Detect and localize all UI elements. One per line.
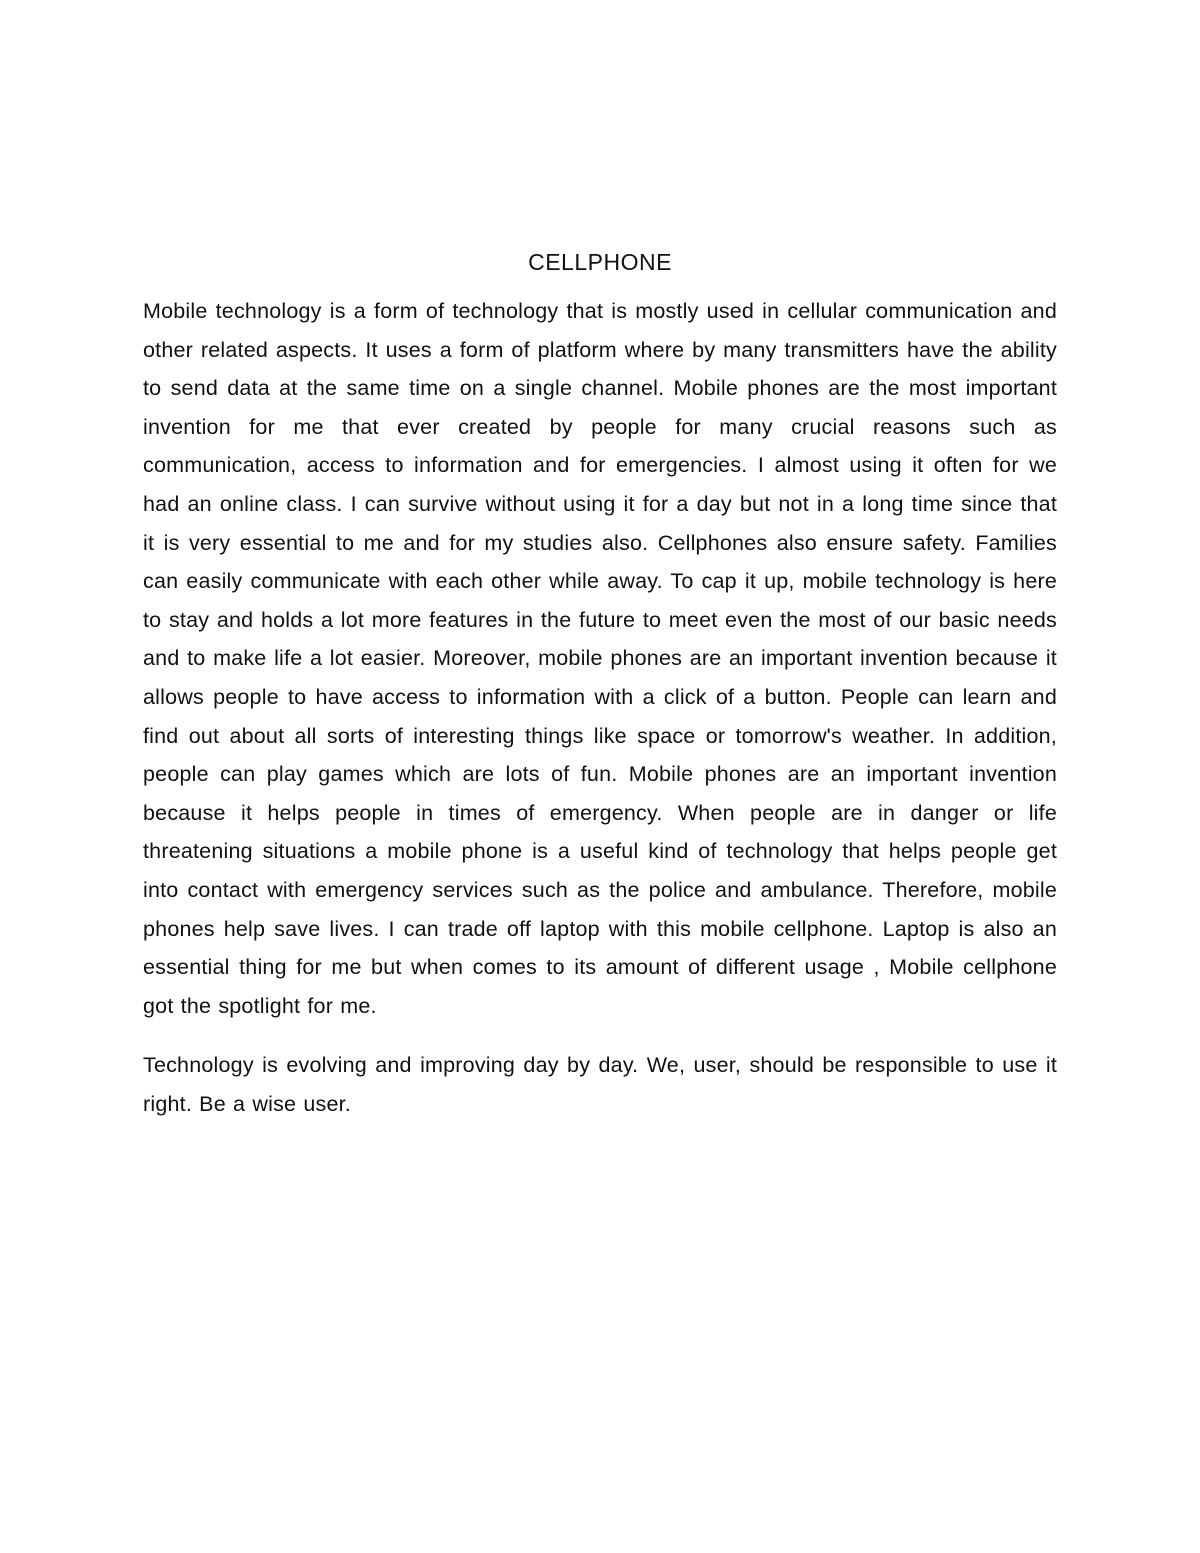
body-paragraph-1: Mobile technology is a form of technology that is mostly used in cellular communication and other related aspects. It uses a form of platform where by many transmitters have the ability to send data at the same time on a single channel. Mobile phones are the most important invention for me that ever created by people for many crucial reasons such as communication, access to information and for emergencies. I almost using it often for we had an online class. I can survive without using it for a day but not in a long time since that it is very essential to me and for my studies also. Cellphones also ensure safety. Families can easily communicate with each other while away. To cap it up, mobile technology is here to stay and holds a lot more features in the future to meet even the most of our basic needs and to make life a lot easier. Moreover, mobile phones are an important invention because it allows people to have access to information with a click of a button. People can learn and find out about all sorts of interesting things like space or tomorrow's weather. In addition, people can play games which are lots of fun. Mobile phones are an important invention because it helps people in times of emergency. When people are in danger or life threatening situations a mobile phone is a useful kind of technology that helps people get into contact with emergency services such as the police and ambulance. Therefore, mobile phones help save lives. I can trade off laptop with this mobile cellphone. Laptop is also an essential thing for me but when comes to its amount of different usage , Mobile cellphone got the spotlight for me. [143, 299, 1057, 1018]
document-title: CELLPHONE [528, 249, 672, 275]
body-paragraph-2: Technology is evolving and improving day by day. We, user, should be responsible to use it right. Be a wise user. [143, 1053, 1057, 1116]
document-body [143, 246, 1057, 1144]
